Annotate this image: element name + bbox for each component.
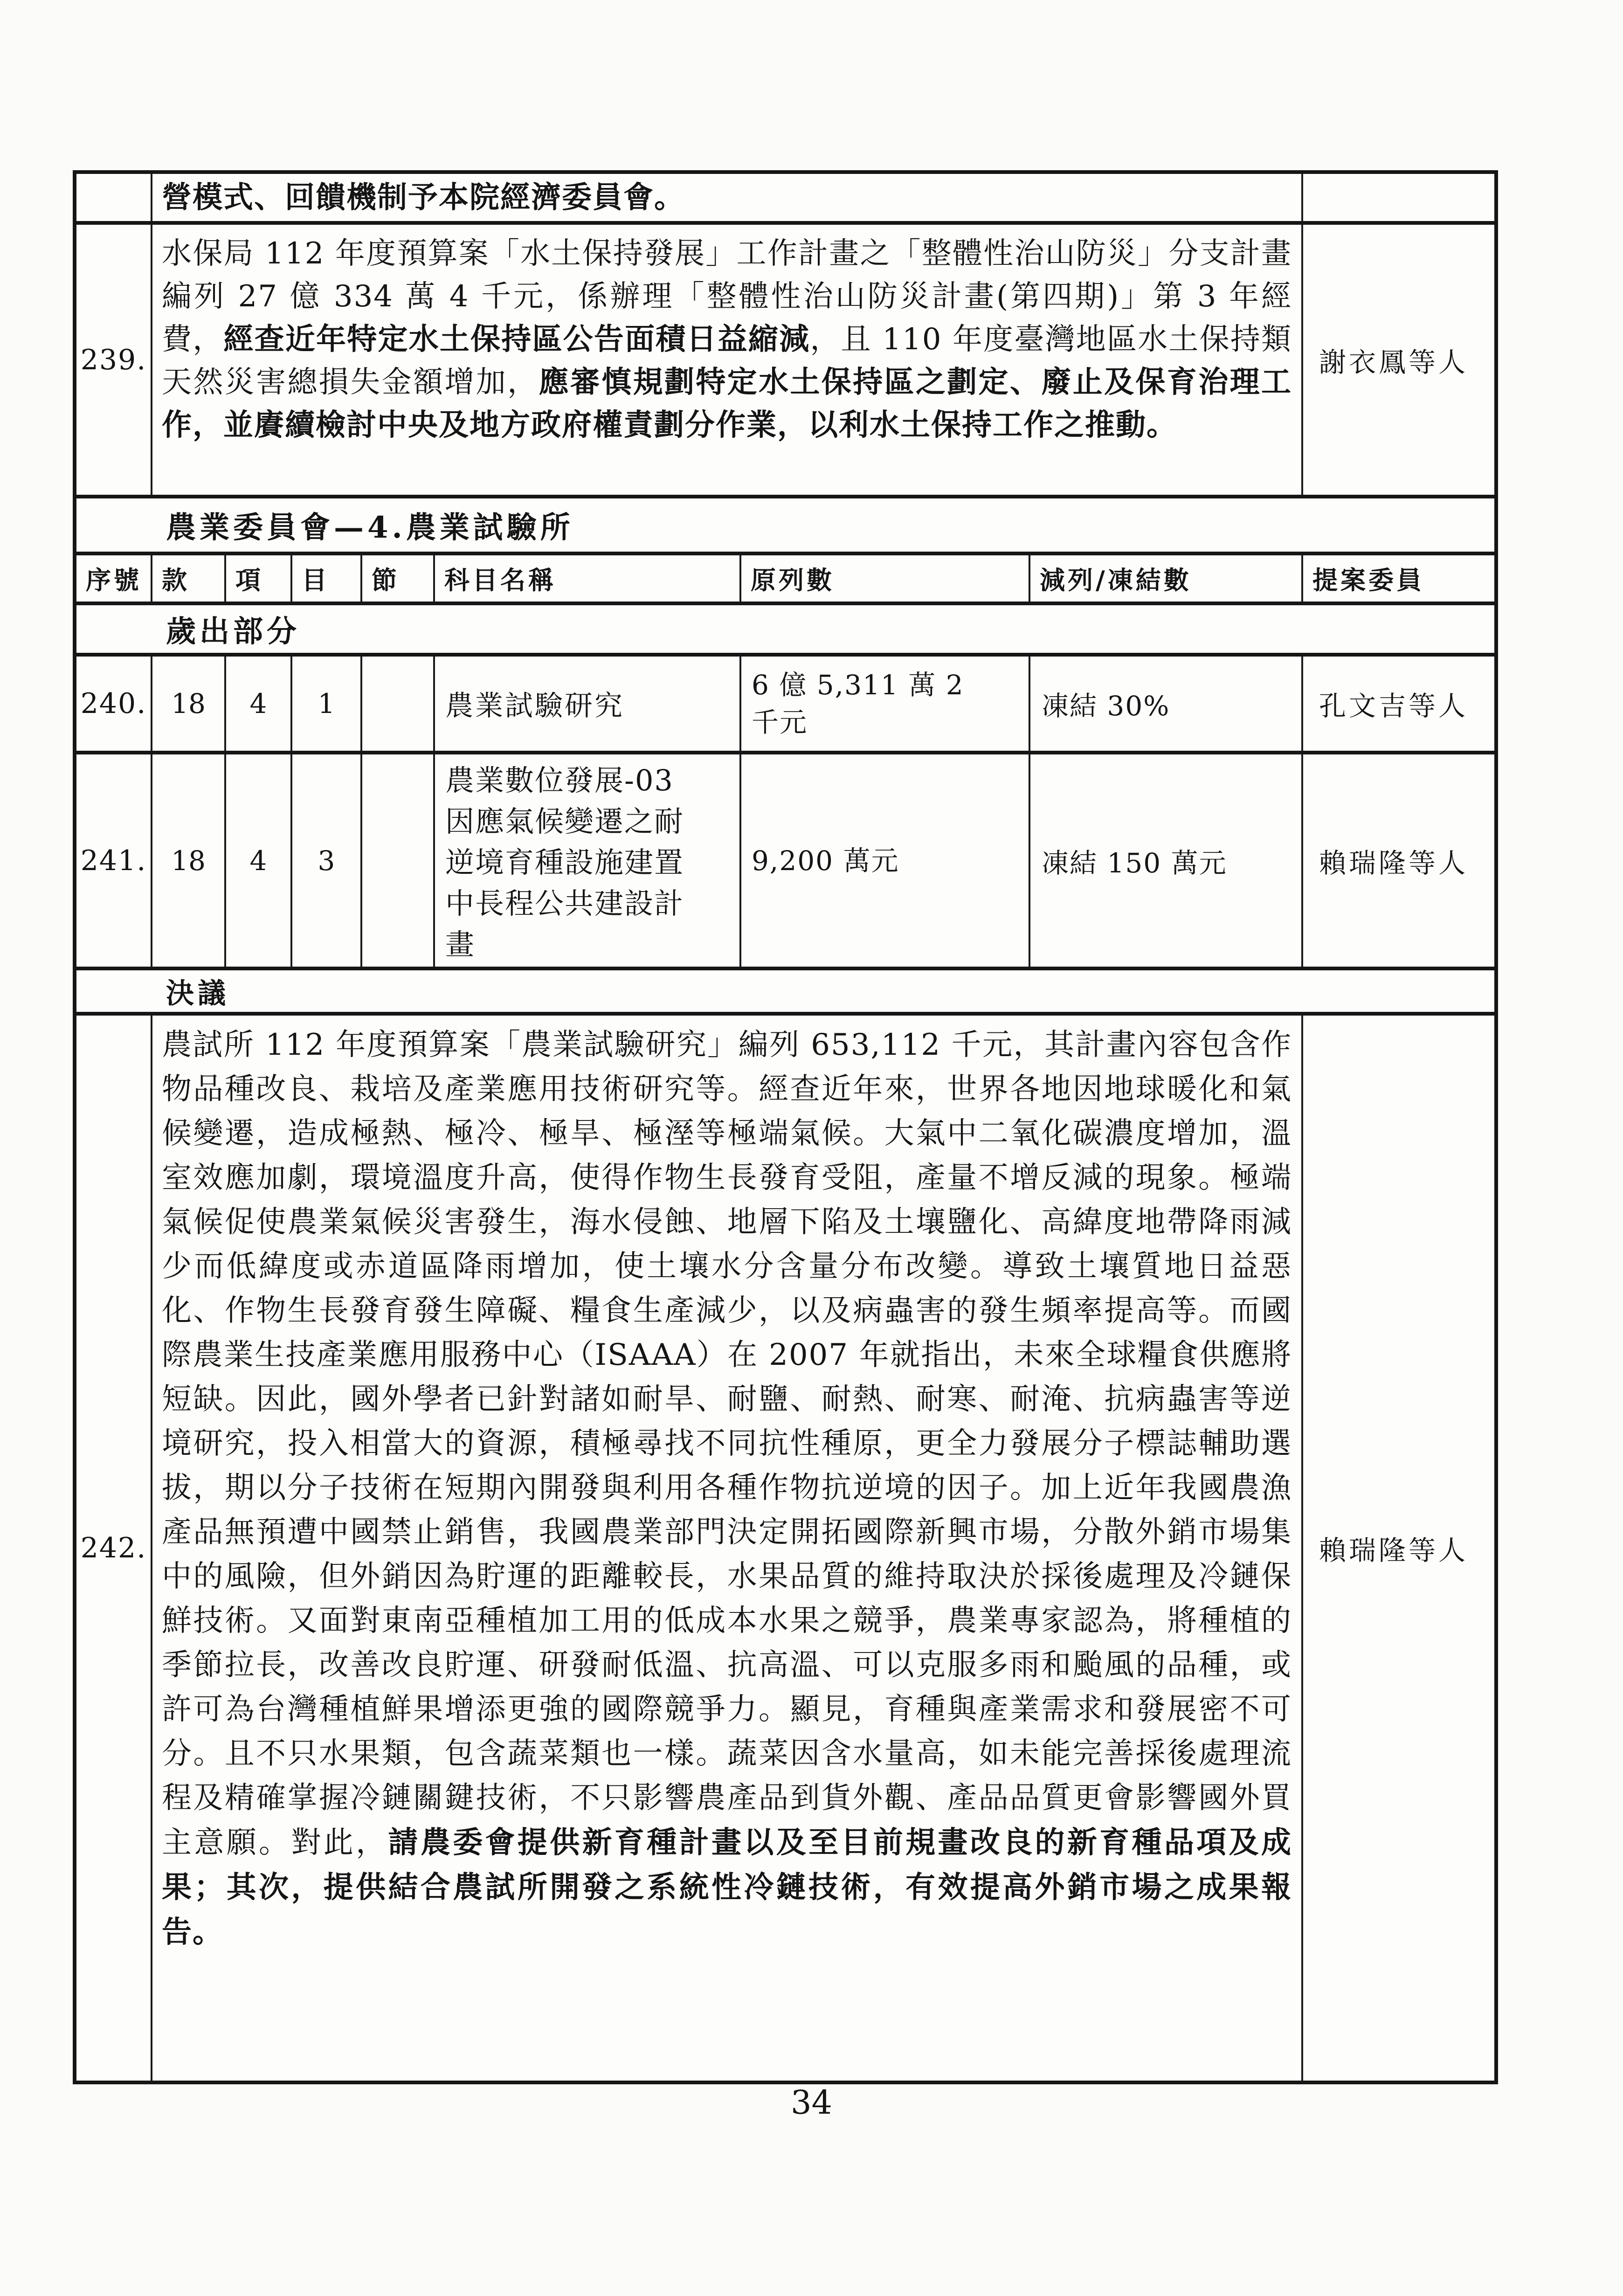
budget-review-table xyxy=(73,170,1498,2084)
table-row-240 xyxy=(76,657,1494,754)
part-header-row xyxy=(76,605,1494,657)
proposer-cell-empty xyxy=(1303,174,1494,221)
section-header-row xyxy=(76,498,1494,555)
section-title: 農業委員會—4.農業試驗所 xyxy=(166,510,574,545)
serial-242: 242. xyxy=(76,1016,152,2081)
row-240-subject: 農業試驗研究 xyxy=(435,657,741,751)
proposer-name: 孔文吉等人 xyxy=(1319,690,1469,722)
table-row-continuation xyxy=(76,174,1494,225)
serial-240: 240. xyxy=(76,657,152,751)
table-row-241 xyxy=(76,754,1494,970)
row-239-proposer-cell xyxy=(1303,225,1494,495)
column-header-row xyxy=(76,555,1494,605)
resolution-header-row xyxy=(76,970,1494,1016)
col-header-jie: 節 xyxy=(362,555,435,602)
proposer-name: 謝衣鳳等人 xyxy=(1319,346,1469,378)
row-241-subject: 農業數位發展-03因應氣候變遷之耐逆境育種設施建置中長程公共建設計畫 xyxy=(445,763,684,961)
row-241-kuan: 18 xyxy=(152,754,226,967)
proposer-name: 賴瑞隆等人 xyxy=(1319,1535,1469,1566)
row-241-amount: 9,200 萬元 xyxy=(741,754,1030,967)
col-header-amount: 原列數 xyxy=(741,555,1030,602)
row-241-proposer-cell xyxy=(1303,754,1494,967)
part-title: 歲出部分 xyxy=(166,614,300,649)
row-241-xiang: 4 xyxy=(226,754,292,967)
row-241-cut: 凍結 150 萬元 xyxy=(1030,754,1303,967)
col-header-subject: 科目名稱 xyxy=(435,555,741,602)
col-header-mu: 目 xyxy=(292,555,362,602)
proposer-name: 賴瑞隆等人 xyxy=(1319,847,1469,879)
row-241-jie xyxy=(362,754,435,967)
row-240-amount: 6 億 5,311 萬 2 千元 xyxy=(741,657,1030,751)
table-row-239 xyxy=(76,225,1494,498)
col-header-serial: 序號 xyxy=(76,555,152,602)
resolution-title: 決議 xyxy=(166,977,229,1010)
row-239-text-cell xyxy=(152,225,1303,495)
col-header-cut: 減列/凍結數 xyxy=(1030,555,1303,602)
row-242-text-cell xyxy=(152,1016,1303,2081)
page-number: 34 xyxy=(790,2083,833,2122)
row-240-kuan: 18 xyxy=(152,657,226,751)
serial-239: 239. xyxy=(76,225,152,495)
col-header-xiang: 項 xyxy=(226,555,292,602)
row-240-jie xyxy=(362,657,435,751)
row-242-proposer-cell xyxy=(1303,1016,1494,2081)
row-239-text: 水保局 112 年度預算案「水土保持發展」工作計畫之「整體性治山防災」分支計畫編列 27 億 334 萬 4 千元，係辦理「整體性治山防災計畫(第四期)」第 3 年經費，經查近年特定水土保持區公告面積日益縮減，且 110 年度臺灣地區水土保持類天然災害總損失金額增加，應審慎規劃特定水土保持區之劃定、廢止及保育治理工作，並賡續檢討中央及地方政府權責劃分作業，以利水土保持工作之推動。 xyxy=(162,236,1292,443)
row-240-mu: 1 xyxy=(292,657,362,751)
row-241-subject-cell xyxy=(435,754,741,967)
serial-cell-empty xyxy=(76,174,152,221)
serial-241: 241. xyxy=(76,754,152,967)
row-240-cut: 凍結 30% xyxy=(1030,657,1303,751)
col-header-proposer: 提案委員 xyxy=(1312,565,1424,595)
col-header-kuan: 款 xyxy=(152,555,226,602)
row-240-xiang: 4 xyxy=(226,657,292,751)
row-240-proposer-cell xyxy=(1303,657,1494,751)
continuation-text: 營模式、回饋機制予本院經濟委員會。 xyxy=(162,180,685,215)
table-row-242 xyxy=(76,1016,1494,2081)
row-241-mu: 3 xyxy=(292,754,362,967)
continuation-text-cell xyxy=(152,174,1303,221)
row-242-text: 農試所 112 年度預算案「農業試驗研究」編列 653,112 千元，其計畫內容包含作物品種改良、栽培及產業應用技術研究等。經查近年來，世界各地因地球暖化和氣候變遷，造成極熱、極冷、極旱、極溼等極端氣候。大氣中二氧化碳濃度增加，溫室效應加劇，環境溫度升高，使得作物生長發育受阻，產量不增反減的現象。極端氣候促使農業氣候災害發生，海水侵蝕、地層下陷及土壤鹽化、高緯度地帶降雨減少而低緯度或赤道區降雨增加，使土壤水分含量分布改變。導致土壤質地日益惡化、作物生長發育發生障礙、糧食生產減少，以及病蟲害的發生頻率提高等。而國際農業生技產業應用服務中心（ISAAA）在 2007 年就指出，未來全球糧食供應將短缺。因此，國外學者已針對諸如耐旱、耐鹽、耐熱、耐寒、耐淹、抗病蟲害等逆境研究，投入相當大的資源，積極尋找不同抗性種原，更全力發展分子標誌輔助選拔，期以分子技術在短期內開發與利用各種作物抗逆境的因子。加上近年我國農漁產品無預遭中國禁止銷售，我國農業部門決定開拓國際新興市場，分散外銷市場集中的風險，但外銷因為貯運的距離較長，水果品質的維持取決於採後處理及冷鏈保鮮技術。又面對東南亞種植加工用的低成本水果之競爭，農業專家認為，將種植的季節拉長，改善改良貯運、研發耐低溫、抗高溫、可以克服多雨和颱風的品種，或許可為台灣種植鮮果增添更強的國際競爭力。顯見，育種與產業需求和發展密不可分。且不只水果類，包含蔬菜類也一樣。蔬菜因含水量高，如未能完善採後處理流程及精確掌握冷鏈關鍵技術，不只影響農產品到貨外觀、產品品質更會影響國外買主意願。對此，請農委會提供新育種計畫以及至目前規畫改良的新育種品項及成果；其次，提供結合農試所開發之系統性冷鏈技術，有效提高外銷市場之成果報告。 xyxy=(162,1028,1292,1950)
